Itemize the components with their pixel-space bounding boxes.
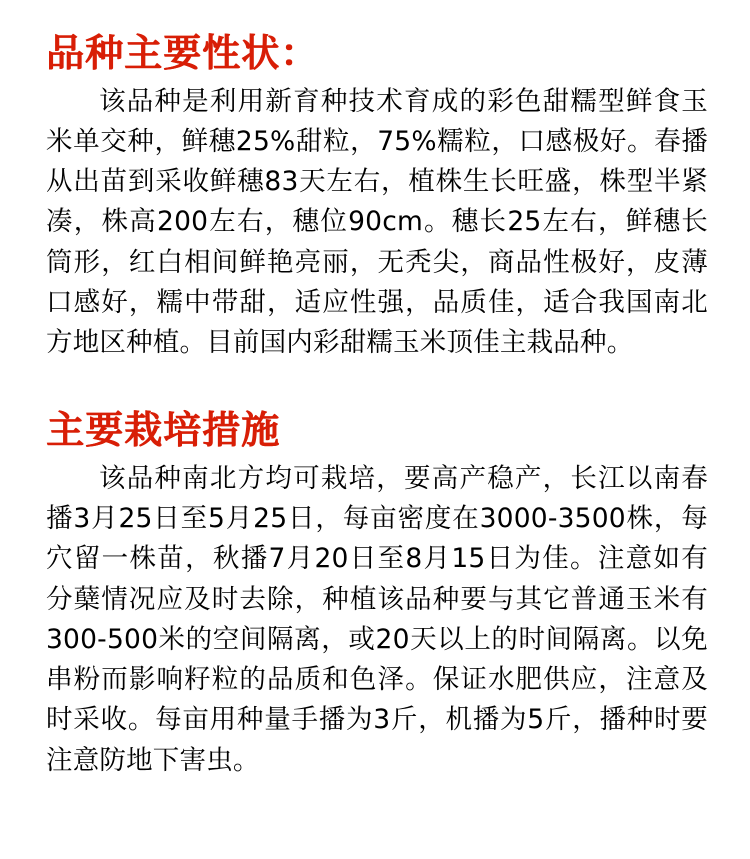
section-heading-variety-traits: 品种主要性状： bbox=[46, 31, 320, 75]
section-spacer bbox=[46, 369, 708, 407]
section-heading-cultivation-measures: 主要栽培措施 bbox=[46, 408, 281, 453]
section-body-variety-traits: 该品种是利用新育种技术育成的彩色甜糯型鲜食玉米单交种，鲜穗25%甜粒，75%糯粒，口感极好。春播从出苗到采收鲜穗83天左右，植株生长旺盛，株型半紧凑，株高200左右，穗位90cm。穗长25左右，鲜穗长筒形，红白相间鲜艳亮丽，无秃尖，商品性极好，皮薄口感好，糯中带甜，适应性强，品质佳，适合我国南北方地区种植。目前国内彩甜糯玉米顶佳主栽品种。 bbox=[46, 85, 708, 359]
section-body-cultivation-measures: 该品种南北方均可栽培，要高产稳产，长江以南春播3月25日至5月25日，每亩密度在3000-3500株，每穴留一株苗，秋播7月20日至8月15日为佳。注意如有分蘖情况应及时去除，种植该品种要与其它普通玉米有300-500米的空间隔离，或20天以上的时间隔离。以免串粉而影响籽粒的品质和色泽。保证水肥供应，注意及时采收。每亩用种量手播为3斤，机播为5斤，播种时要注意防地下害虫。 bbox=[46, 462, 708, 776]
section-cultivation-measures bbox=[46, 407, 708, 781]
section-variety-traits bbox=[46, 30, 708, 363]
